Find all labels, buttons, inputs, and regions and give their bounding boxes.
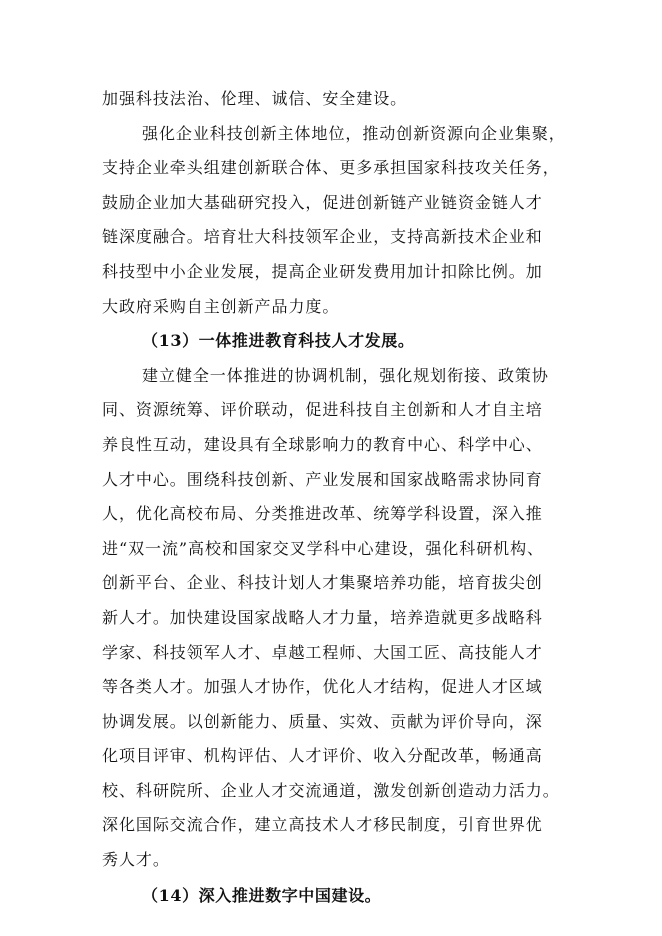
text-line: 同、资源统筹、评价联动，促进科技自主创新和人才自主培 xyxy=(102,400,543,420)
text-line: 人才中心。围绕科技创新、产业发展和国家战略需求协同育 xyxy=(102,469,543,489)
text-line: 鼓励企业加大基础研究投入，促进创新链产业链资金链人才 xyxy=(102,192,543,212)
section-heading-14: （14）深入推进数字中国建设。 xyxy=(142,885,382,905)
paragraph-start-line: 建立健全一体推进的协调机制，强化规划衔接、政策协 xyxy=(142,365,549,385)
text-line: 大政府采购自主创新产品力度。 xyxy=(102,296,340,316)
text-line: 创新平台、企业、科技计划人才集聚培养功能，培育拔尖创 xyxy=(102,573,543,593)
text-line: 学家、科技领军人才、卓越工程师、大国工匠、高技能人才 xyxy=(102,642,543,662)
section-heading-13: （13）一体推进教育科技人才发展。 xyxy=(142,331,415,351)
text-line: 化项目评审、机构评估、人才评价、收入分配改革，畅通高 xyxy=(102,746,543,766)
text-line: 进“双一流”高校和国家交叉学科中心建设，强化科研机构、 xyxy=(102,538,545,558)
text-line: 支持企业牵头组建创新联合体、更多承担国家科技攻关任务， xyxy=(102,158,560,178)
text-line: 秀人才。 xyxy=(102,850,170,870)
text-line: 深化国际交流合作，建立高技术人才移民制度，引育世界优 xyxy=(102,815,543,835)
text-line: 加强科技法治、伦理、诚信、安全建设。 xyxy=(102,89,408,108)
text-line: 科技型中小企业发展，提高企业研发费用加计扣除比例。加 xyxy=(102,261,543,281)
paragraph-start-line: 强化企业科技创新主体地位，推动创新资源向企业集聚， xyxy=(142,123,566,143)
text-line: 人，优化高校布局、分类推进改革、统筹学科设置，深入推 xyxy=(102,504,543,524)
text-line: 协调发展。以创新能力、质量、实效、贡献为评价导向，深 xyxy=(102,711,543,731)
text-line: 等各类人才。加强人才协作，优化人才结构，促进人才区域 xyxy=(102,677,543,697)
text-line: 新人才。加快建设国家战略人才力量，培养造就更多战略科 xyxy=(102,607,543,627)
text-line: 链深度融合。培育壮大科技领军企业，支持高新技术企业和 xyxy=(102,227,543,247)
text-line: 养良性互动，建设具有全球影响力的教育中心、科学中心、 xyxy=(102,434,543,454)
text-line: 校、科研院所、企业人才交流通道，激发创新创造动力活力。 xyxy=(102,780,560,800)
document-body xyxy=(102,82,564,913)
